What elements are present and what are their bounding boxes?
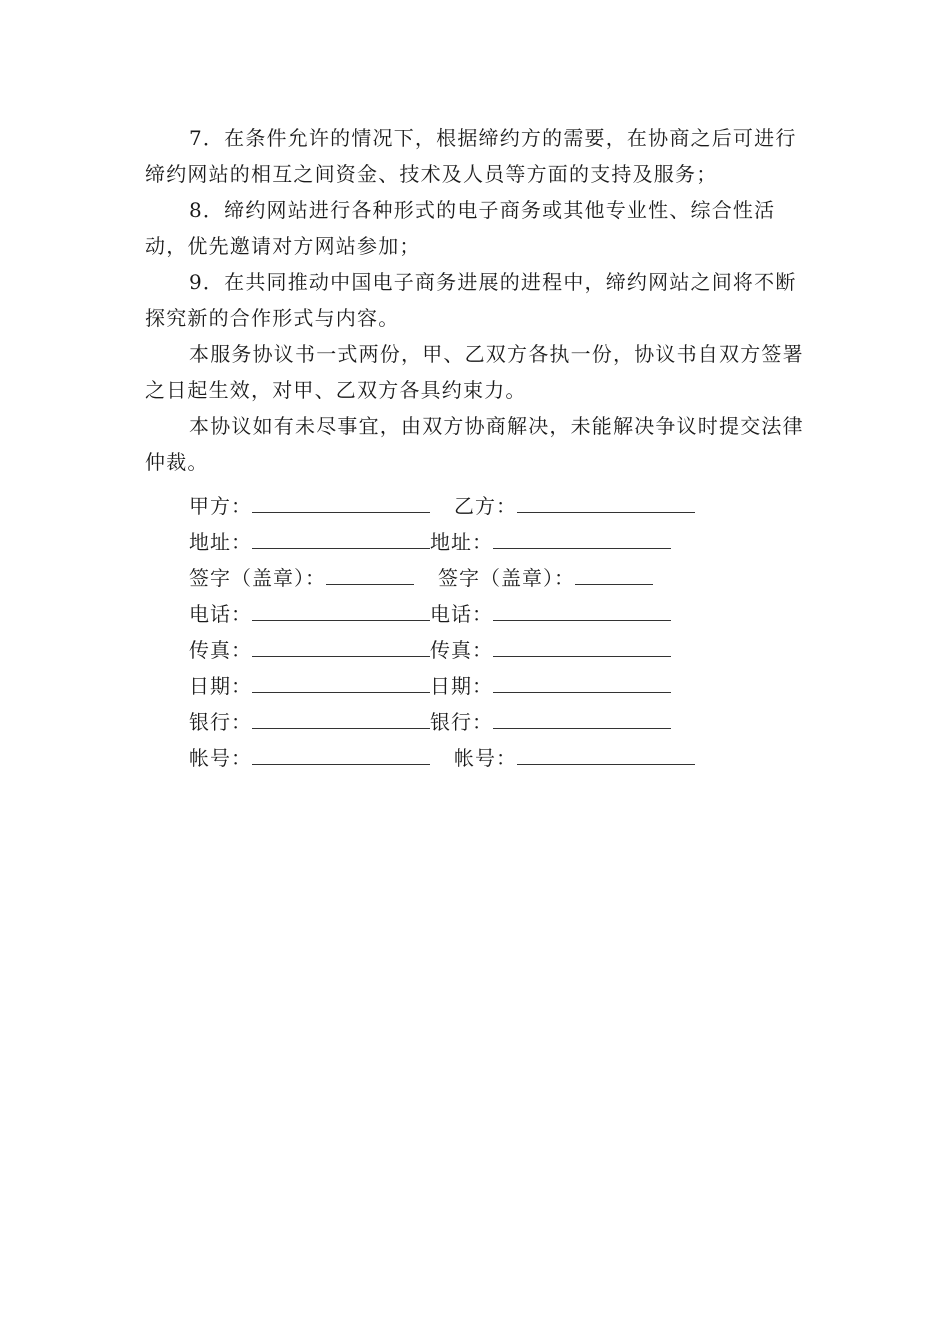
signature-row: [189, 560, 653, 596]
date-a-label: 日期：: [189, 674, 252, 698]
clause-7: 7．在条件允许的情况下，根据缔约方的需要，在协商之后可进行缔约网站的相互之间资金、技术及人员等方面的支持及服务；: [145, 126, 797, 186]
account-a-blank: [252, 748, 430, 765]
sign-a-label: 签字（盖章）：: [189, 566, 326, 590]
date-a-blank: [252, 676, 430, 693]
bank-b-blank: [493, 712, 671, 729]
phone-b-blank: [493, 604, 671, 621]
party-row: [189, 488, 695, 524]
fax-a-label: 传真：: [189, 638, 252, 662]
address-a-blank: [252, 532, 430, 549]
copies-clause: 本服务协议书一式两份，甲、乙双方各执一份，协议书自双方签署之日起生效，对甲、乙双方各具约束力。: [145, 342, 804, 402]
date-b-label: 日期：: [430, 674, 493, 698]
party-a-blank: [252, 496, 430, 513]
party-b-label: 乙方：: [454, 494, 517, 518]
party-b-blank: [517, 496, 695, 513]
date-b-blank: [493, 676, 671, 693]
address-b-blank: [493, 532, 671, 549]
phone-b-label: 电话：: [430, 602, 493, 626]
bank-row: [189, 704, 671, 740]
phone-a-label: 电话：: [189, 602, 252, 626]
phone-a-blank: [252, 604, 430, 621]
account-a-label: 帐号：: [189, 746, 252, 770]
clause-9: 9．在共同推动中国电子商务进展的进程中，缔约网站之间将不断探究新的合作形式与内容。: [145, 270, 797, 330]
account-row: [189, 740, 695, 776]
address-b-label: 地址：: [430, 530, 493, 554]
fax-b-blank: [493, 640, 671, 657]
arbitration-clause: 本协议如有未尽事宜，由双方协商解决，未能解决争议时提交法律仲裁。: [145, 414, 804, 474]
clause-8: 8．缔约网站进行各种形式的电子商务或其他专业性、综合性活动，优先邀请对方网站参加；: [145, 198, 776, 258]
sign-b-label: 签字（盖章）：: [438, 566, 575, 590]
fax-b-label: 传真：: [430, 638, 493, 662]
bank-a-label: 银行：: [189, 710, 252, 734]
account-b-label: 帐号：: [454, 746, 517, 770]
sign-a-blank: [326, 568, 414, 585]
fax-a-blank: [252, 640, 430, 657]
address-a-label: 地址：: [189, 530, 252, 554]
address-row: [189, 524, 671, 560]
party-a-label: 甲方：: [189, 494, 252, 518]
date-row: [189, 668, 671, 704]
bank-a-blank: [252, 712, 430, 729]
account-b-blank: [517, 748, 695, 765]
phone-row: [189, 596, 671, 632]
fax-row: [189, 632, 671, 668]
bank-b-label: 银行：: [430, 710, 493, 734]
sign-b-blank: [575, 568, 653, 585]
